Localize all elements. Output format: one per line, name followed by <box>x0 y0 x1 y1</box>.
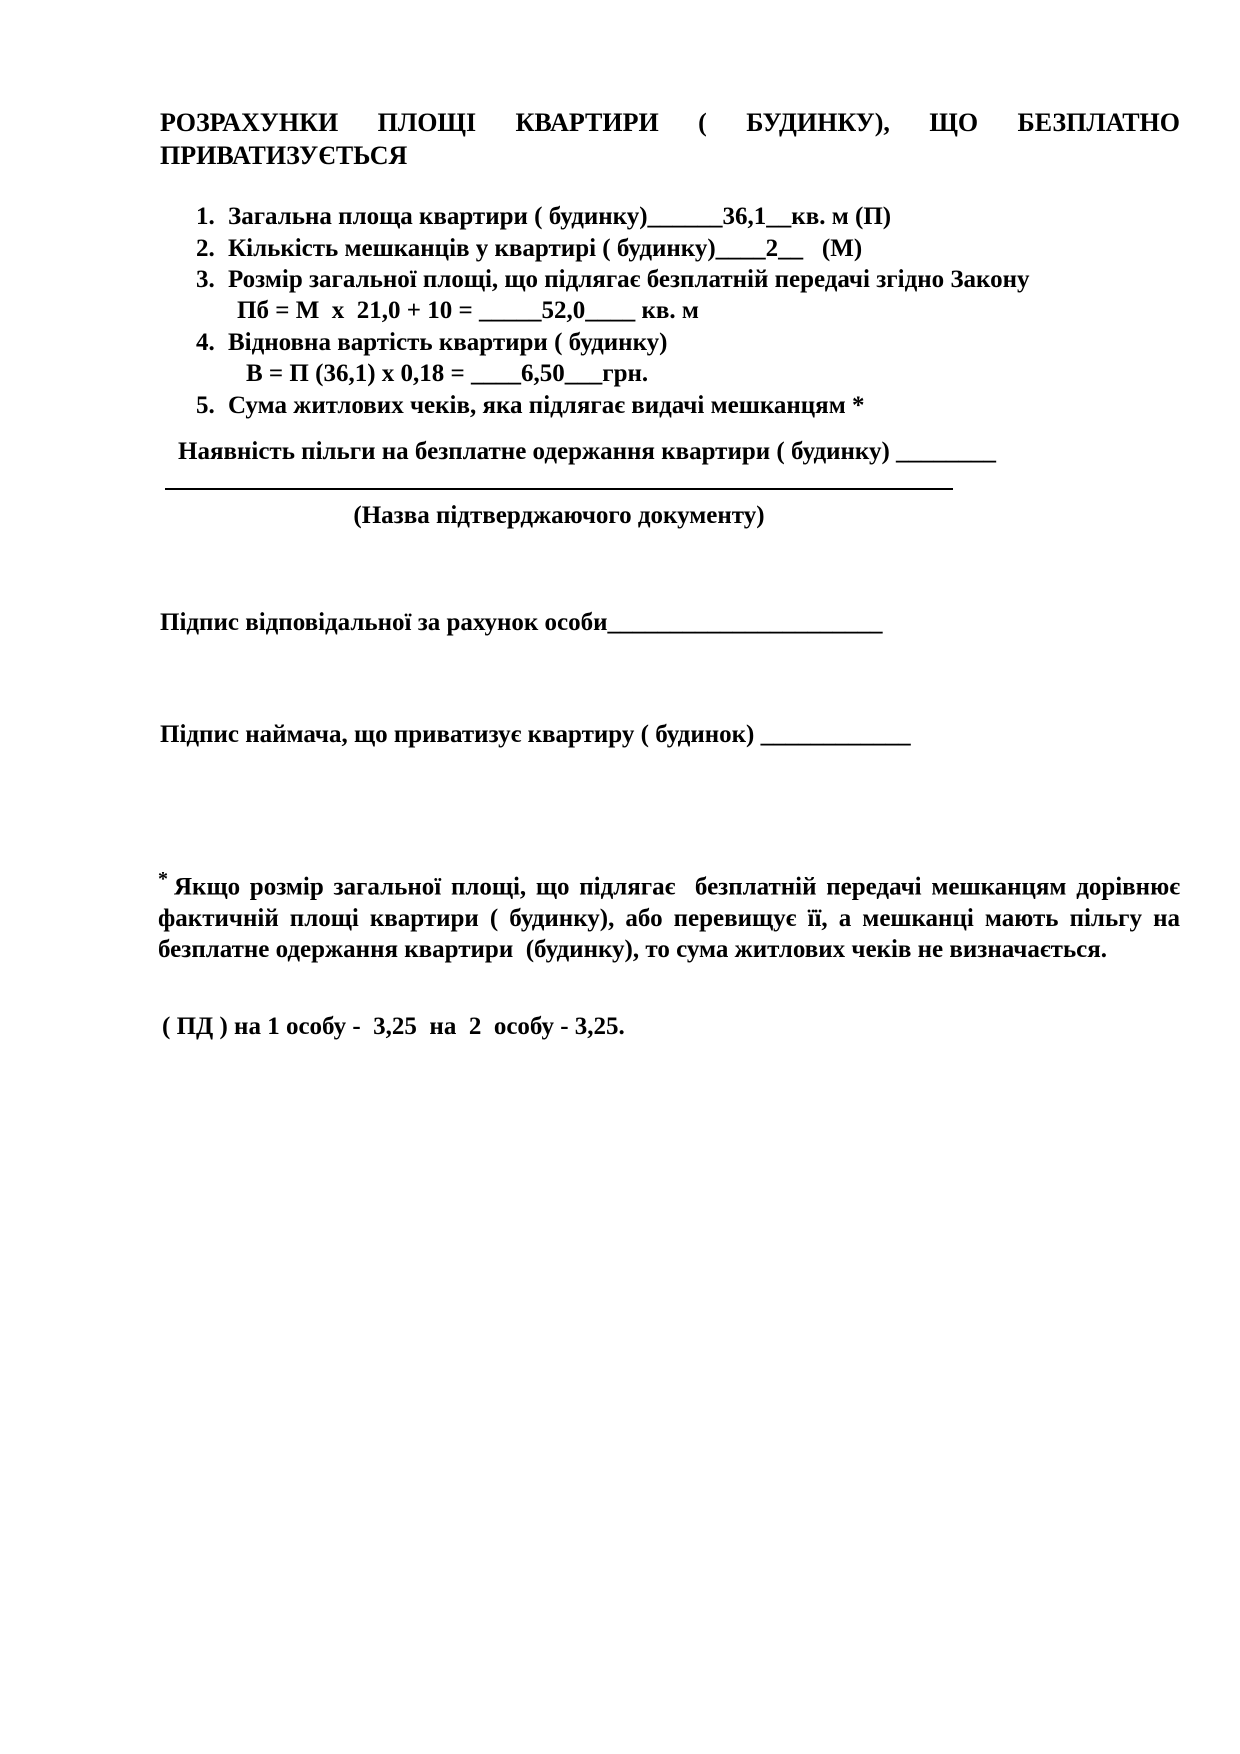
footnote-asterisk: * <box>158 868 168 890</box>
list-item-text: Сума житлових чеків, яка підлягає видачі мешканцям * <box>228 392 865 419</box>
list-number: 2. <box>196 235 215 262</box>
list-item-text: Кількість мешканців у квартирі ( будинку)____2__ (М) <box>228 235 863 262</box>
list-number: 4. <box>196 329 215 356</box>
list-item-restoration-value <box>196 327 667 359</box>
list-item-text: Загальна площа квартири ( будинку)______36,1__кв. м (П) <box>228 203 892 230</box>
pd-per-person-line: ( ПД ) на 1 особу - 3,25 на 2 особу - 3,25. <box>162 1013 625 1040</box>
signature-tenant-line: Підпис наймача, що приватизує квартиру ( будинок) ____________ <box>160 721 911 748</box>
footnote <box>158 864 1187 966</box>
list-item-housing-checks <box>196 390 864 422</box>
formula-pb: Пб = М х 21,0 + 10 = _____52,0____ кв. м <box>237 297 699 324</box>
list-number: 5. <box>196 392 215 419</box>
document-name-caption: (Назва підтверджаючого документу) <box>353 502 765 529</box>
title-line-2: ПРИВАТИЗУЄТЬСЯ <box>160 141 408 170</box>
list-item-residents <box>196 233 862 265</box>
list-item-text: Розмір загальної площі, що підлягає безплатній передачі згідно Закону <box>228 266 1030 293</box>
list-number: 3. <box>196 266 215 293</box>
signature-responsible-line: Підпис відповідальної за рахунок особи______________________ <box>160 609 883 636</box>
footnote-text: Якщо розмір загальної площі, що підлягає безплатній передачі мешканцям дорівнює фактичній площі квартири ( будинку), або перевищує її, а мешканці мають пільгу на безплатне одержання квартири (будинку), то сума житлових чеків не визначається. <box>158 873 1187 964</box>
list-number: 1. <box>196 203 215 230</box>
title-line-1: РОЗРАХУНКИ ПЛОЩІ КВАРТИРИ ( БУДИНКУ), ЩО БЕЗПЛАТНО <box>160 108 1180 137</box>
document-title <box>160 106 1180 172</box>
list-item-free-transfer-area <box>196 264 1030 296</box>
benefit-availability-line: Наявність пільги на безплатне одержання квартири ( будинку) ________ <box>178 438 997 465</box>
list-item-text: Відновна вартість квартири ( будинку) <box>228 329 668 356</box>
list-item-total-area <box>196 201 891 233</box>
document-name-rule-line <box>165 488 953 490</box>
formula-v: В = П (36,1) х 0,18 = ____6,50___грн. <box>246 360 649 387</box>
